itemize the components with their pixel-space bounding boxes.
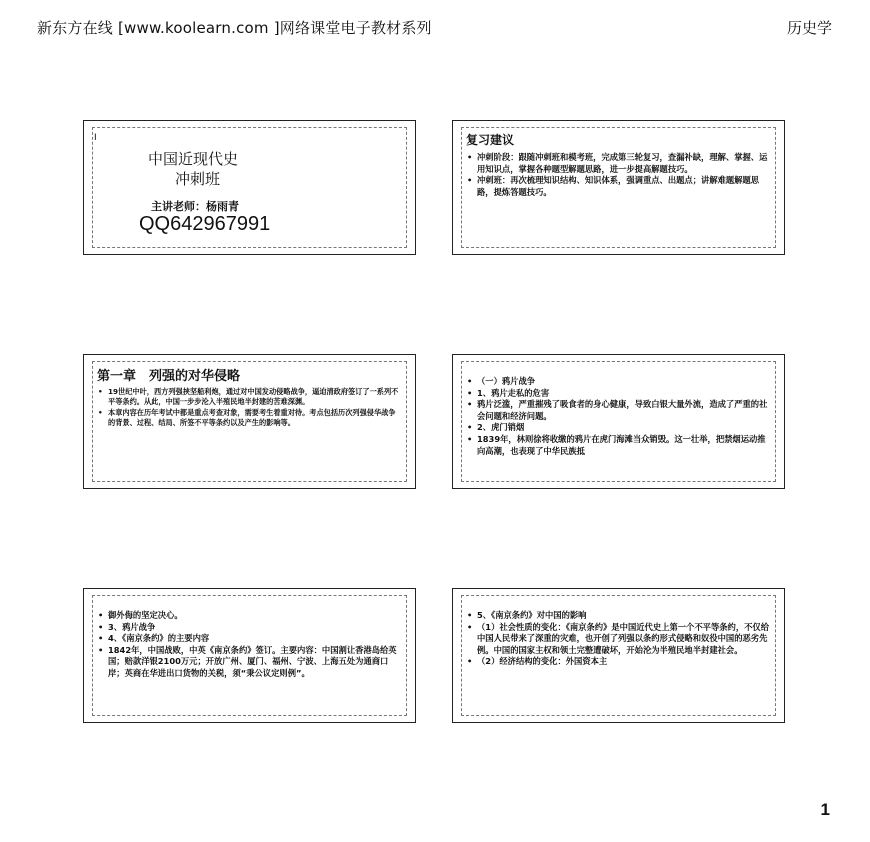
teacher-name: 主讲老师：杨雨青: [151, 200, 239, 213]
slide-4-bullet-1: • （一）鸦片战争: [466, 376, 771, 388]
slide-2-title: 复习建议: [466, 133, 515, 147]
slide-3-bullet-2: • 本章内容在历年考试中都是重点考查对象，需要考生着重对待。考点包括历次列强侵华战争的背景、过程、结局、所签不平等条约以及产生的影响等。: [97, 408, 402, 429]
slide-5-bullet-4: • 1842年，中国战败，中英《南京条约》签订。主要内容：中国割让香港岛给英国；赔款洋银2100万元；开放广州、厦门、福州、宁波、上海五处为通商口岸；英商在华进出口货物的关税，须“秉公议定则例”。: [97, 645, 402, 680]
slide-5-bullet-3: • 4、《南京条约》的主要内容: [97, 633, 402, 645]
header-subject: 历史学: [786, 19, 832, 37]
slide-4-opium-war: [452, 354, 785, 489]
slide-5-bullet-1: • 御外侮的坚定决心。: [97, 610, 402, 622]
slide-3-title: 第一章 列强的对华侵略: [97, 369, 241, 384]
slide-4-bullet-5: • 1839年，林则徐将收缴的鸦片在虎门海滩当众销毁。这一壮举，把禁烟运动推向高潮，也表现了中华民族抵: [466, 434, 771, 457]
slide-4-bullet-2: • 1、鸦片走私的危害: [466, 388, 771, 400]
slide-6-bullet-1: • 5、《南京条约》对中国的影响: [466, 610, 771, 622]
slide-2-bullet-2: • 冲刺班：再次梳理知识结构、知识体系，强调重点、出题点；讲解难题解题思路，提炼答题技巧。: [466, 175, 771, 198]
slide-5-treaty-of-nanjing: [83, 588, 416, 723]
slide-5-bullet-2: • 3、鸦片战争: [97, 622, 402, 634]
slide-3-bullet-1: • 19世纪中叶，西方列强挟坚船利炮，通过对中国发动侵略战争，逼迫清政府签订了一系列不平等条约。从此，中国一步步沦入半殖民地半封建的苦难深渊。: [97, 387, 402, 408]
slide-2-bullet-1: • 冲刺阶段：跟随冲刺班和模考班，完成第三轮复习，查漏补缺，理解、掌握、运用知识点，掌握各种题型解题思路，进一步提高解题技巧。: [466, 152, 771, 175]
header-series-title: 新东方在线 [www.koolearn.com ]网络课堂电子教材系列: [37, 19, 432, 37]
slide-4-bullet-3: • 鸦片泛滥，严重摧残了吸食者的身心健康，导致白银大量外流，造成了严重的社会问题和经济问题。: [466, 399, 771, 422]
slide-6-treaty-impact: [452, 588, 785, 723]
slide-2-review-advice: [452, 120, 785, 255]
slide-1-mark: I: [94, 133, 97, 143]
page-number: 1: [820, 800, 830, 819]
slide-6-bullet-3: • （2）经济结构的变化：外国资本主: [466, 656, 771, 668]
slide-1-cover: [83, 120, 416, 255]
qq-number: QQ642967991: [139, 213, 271, 235]
course-subtitle: 冲刺班: [175, 170, 221, 188]
slide-6-bullet-2: • （1）社会性质的变化：《南京条约》是中国近代史上第一个不平等条约，不仅给中国人民带来了深重的灾难，也开创了列强以条约形式侵略和奴役中国的恶劣先例。中国的国家主权和领土完整遭破坏，开始沦为半殖民地半封建社会。: [466, 622, 771, 657]
slide-4-bullet-4: • 2、虎门销烟: [466, 422, 771, 434]
slide-3-chapter-one: [83, 354, 416, 489]
course-title: 中国近现代史: [148, 150, 239, 168]
